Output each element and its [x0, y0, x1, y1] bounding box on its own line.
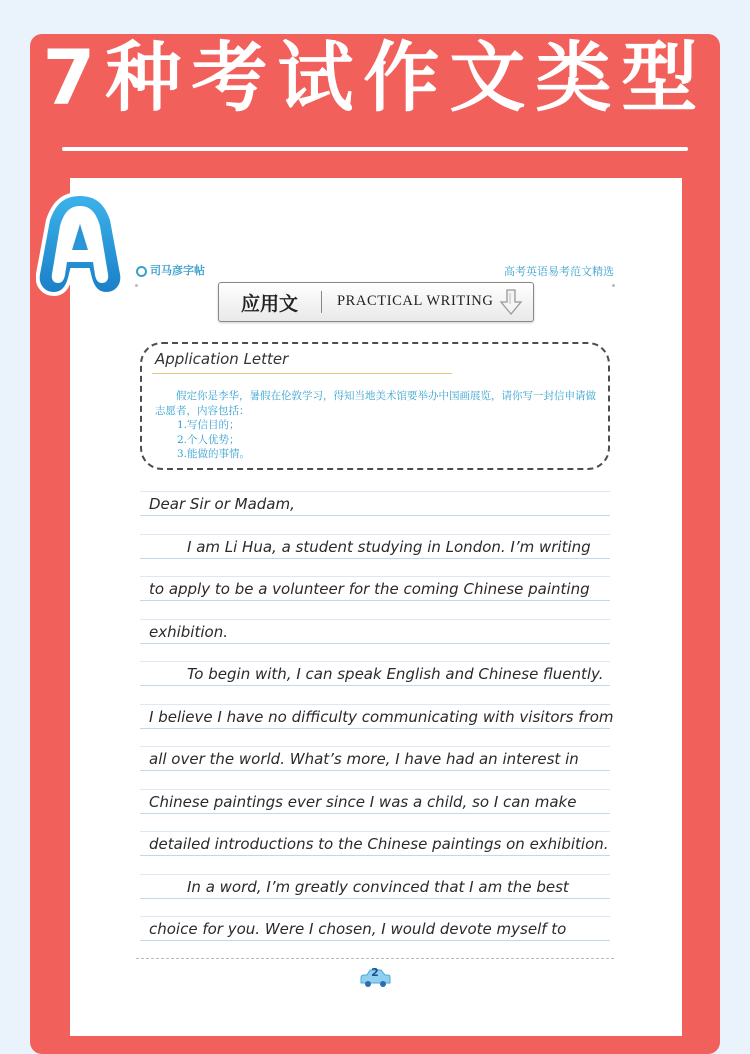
ruled-line: [140, 813, 610, 814]
section-title-en: PRACTICAL WRITING: [337, 293, 494, 309]
task-item: 3.能做的事情。: [177, 448, 251, 460]
ruled-line: [140, 619, 610, 620]
ruled-line: [140, 491, 610, 492]
letter-line: detailed introductions to the Chinese paintings on exhibition.: [149, 835, 609, 853]
letter-line: all over the world. What’s more, I have had an interest in: [149, 750, 579, 768]
ruled-line: [140, 576, 610, 577]
footer-divider: [136, 958, 614, 959]
letter-line: Chinese paintings ever since I was a child, so I can make: [149, 793, 577, 811]
banner-underline: [62, 147, 688, 151]
brand-name: 司马彦字帖: [150, 264, 205, 277]
page-number: 2: [371, 966, 379, 979]
letter-line: I believe I have no difficulty communicating with visitors from: [149, 708, 614, 726]
ruled-line: [140, 746, 610, 747]
ruled-line: [140, 704, 610, 705]
ruled-line: [140, 855, 610, 856]
down-arrow-icon: [499, 288, 523, 316]
task-prompt: [155, 389, 605, 462]
section-title-zh: 应用文: [241, 293, 299, 315]
banner-title: 7种考试作文类型: [42, 33, 708, 122]
header-dot: [135, 284, 138, 287]
ruled-line: [140, 916, 610, 917]
letter-line: to apply to be a volunteer for the coming Chinese painting: [149, 580, 590, 598]
section-divider: [321, 291, 322, 313]
ruled-line: [140, 728, 610, 729]
ruled-line: [140, 600, 610, 601]
ruled-line: [140, 831, 610, 832]
ruled-line: [140, 789, 610, 790]
ruled-line: [140, 685, 610, 686]
letter-line: Dear Sir or Madam,: [149, 495, 295, 513]
task-item: 2.个人优势；: [177, 433, 240, 446]
ruled-line: [140, 874, 610, 875]
ruled-line: [140, 661, 610, 662]
ruled-line: [140, 770, 610, 771]
brand-logo: [136, 262, 205, 278]
letter-a-badge-icon: [36, 190, 124, 298]
ruled-line: [140, 558, 610, 559]
task-item: 1.写信目的；: [177, 419, 240, 431]
brand-circle-icon: [136, 266, 147, 277]
task-title: Application Letter: [155, 350, 289, 368]
letter-line: choice for you. Were I chosen, I would devote myself to: [149, 920, 567, 938]
ruled-line: [140, 940, 610, 941]
ruled-line: [140, 534, 610, 535]
task-title-underline: [152, 373, 452, 374]
ruled-line: [140, 515, 610, 516]
section-tag: [218, 282, 534, 322]
page-subtitle: 高考英语易考范文精选: [504, 265, 614, 278]
task-prompt-text: 假定你是李华，暑假在伦敦学习，得知当地美术馆要举办中国画展览，请你写一封信申请做志愿者，内容包括：: [155, 390, 596, 417]
letter-line: In a word, I’m greatly convinced that I am the best: [187, 878, 569, 896]
ruled-line: [140, 643, 610, 644]
letter-line: I am Li Hua, a student studying in London. I’m writing: [187, 538, 591, 556]
letter-line: To begin with, I can speak English and Chinese fluently.: [187, 665, 604, 683]
letter-line: exhibition.: [149, 623, 228, 641]
ruled-line: [140, 898, 610, 899]
header-dot: [612, 284, 615, 287]
